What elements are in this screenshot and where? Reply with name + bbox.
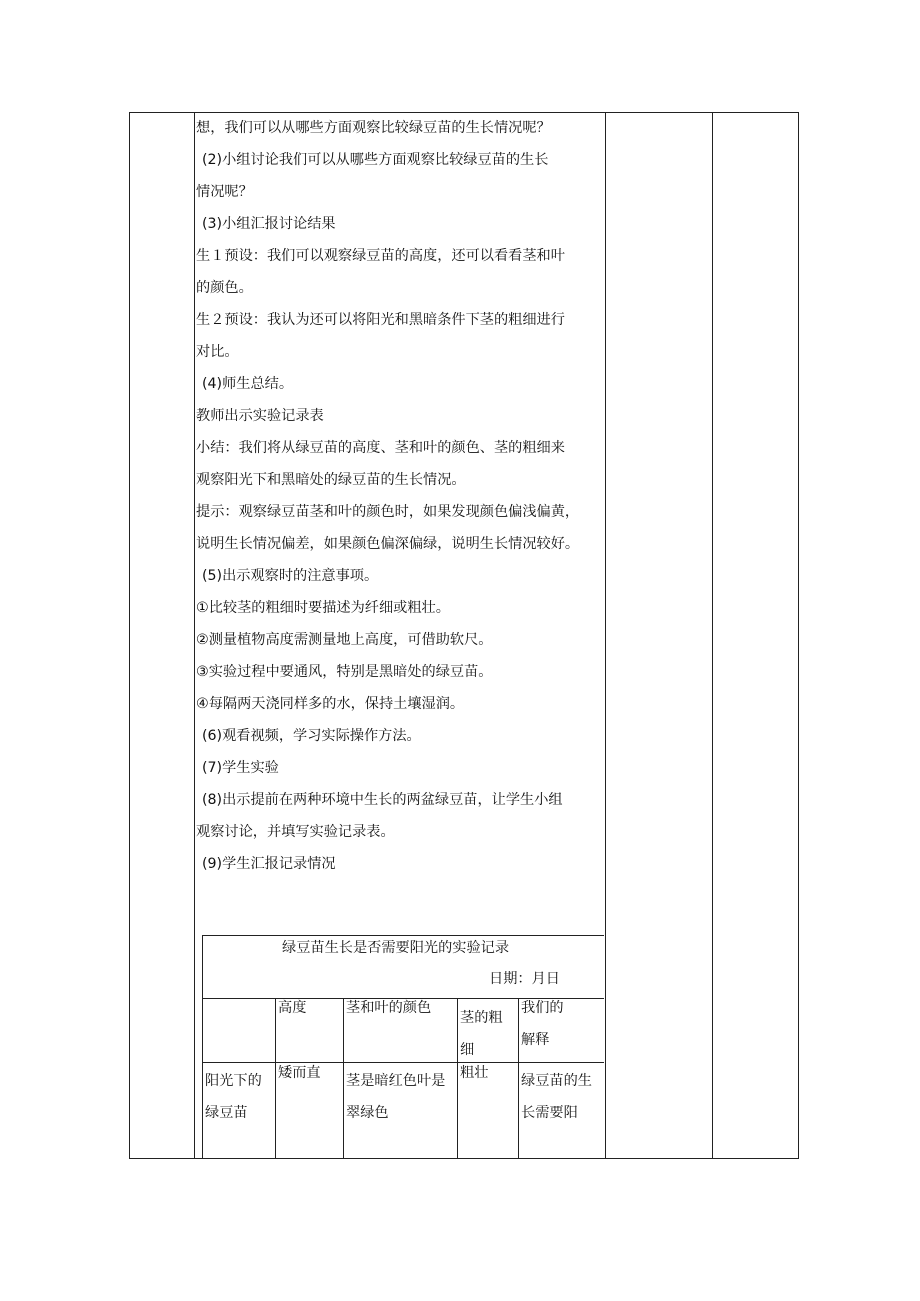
header-explain-line1: 我们的	[521, 1000, 564, 1016]
content-line: 观察阳光下和黑暗处的绿豆苗的生长情况。	[196, 472, 466, 488]
content-line: ③实验过程中要通风，特别是黑暗处的绿豆苗。	[196, 664, 493, 680]
row-color-line2: 翠绿色	[346, 1105, 389, 1121]
header-thickness-line1: 茎的粗	[460, 1010, 503, 1026]
record-table-title: 绿豆苗生长是否需要阳光的实验记录	[282, 940, 510, 956]
header-explain-line2: 解释	[521, 1032, 550, 1048]
content-line: 小结：我们将从绿豆苗的高度、茎和叶的颜色、茎的粗细来	[196, 440, 565, 456]
record-col-2	[343, 998, 344, 1159]
header-color: 茎和叶的颜色	[346, 1000, 432, 1016]
content-line: ①比较茎的粗细时要描述为纤细或粗壮。	[196, 600, 450, 616]
content-line: ②测量植物高度需测量地上高度，可借助软尺。	[196, 632, 493, 648]
row-explain-line2: 长需要阳	[521, 1105, 578, 1121]
content-line: (5)出示观察时的注意事项。	[202, 568, 379, 584]
record-table-left	[202, 935, 203, 1159]
content-line: ④每隔两天浇同样多的水，保持土壤湿润。	[196, 696, 465, 712]
content-line: 说明生长情况偏差，如果颜色偏深偏绿，说明生长情况较好。	[196, 536, 580, 552]
header-height: 高度	[278, 1000, 307, 1016]
content-line: 生２预设：我认为还可以将阳光和黑暗条件下茎的粗细进行	[196, 312, 565, 328]
table-left-border	[129, 112, 130, 1159]
record-col-4	[518, 998, 519, 1159]
content-line: (9)学生汇报记录情况	[202, 856, 336, 872]
content-line: 情况呢？	[196, 184, 253, 200]
content-line: (8)出示提前在两种环境中生长的两盆绿豆苗，让学生小组	[202, 792, 563, 808]
table-right-border	[798, 112, 799, 1159]
content-line: (2)小组讨论我们可以从哪些方面观察比较绿豆苗的生长	[202, 152, 549, 168]
row-label-line2: 绿豆苗	[205, 1105, 248, 1121]
content-line: 提示：观察绿豆苗茎和叶的颜色时，如果发现颜色偏浅偏黄，	[196, 504, 580, 520]
record-table	[202, 935, 604, 1159]
content-line: 的颜色。	[196, 280, 253, 296]
content-line: 想，我们可以从哪些方面观察比较绿豆苗的生长情况呢？	[196, 120, 551, 136]
content-line: (6)观看视频，学习实际操作方法。	[202, 728, 421, 744]
content-line: (4)师生总结。	[202, 376, 294, 392]
row-color-line1: 茎是暗红色叶是	[346, 1073, 446, 1089]
record-col-3	[457, 998, 458, 1159]
content-line: 教师出示实验记录表	[196, 408, 324, 424]
record-table-row-top	[202, 1062, 604, 1063]
header-thickness-line2: 细	[460, 1042, 475, 1058]
column-divider-3	[712, 112, 713, 1159]
lesson-content	[196, 112, 606, 880]
content-line: (7)学生实验	[202, 760, 279, 776]
content-line: 观察讨论，并填写实验记录表。	[196, 824, 395, 840]
content-line: (3)小组汇报讨论结果	[202, 216, 336, 232]
row-thickness: 粗壮	[460, 1065, 489, 1081]
record-table-date: 日期：月日	[489, 971, 560, 987]
content-line: 对比。	[196, 344, 239, 360]
content-line: 生１预设：我们可以观察绿豆苗的高度，还可以看看茎和叶	[196, 248, 565, 264]
row-explain-line1: 绿豆苗的生	[521, 1073, 592, 1089]
row-height: 矮而直	[278, 1065, 321, 1081]
column-divider-1	[194, 112, 195, 1159]
record-col-1	[275, 998, 276, 1159]
row-label-line1: 阳光下的	[205, 1073, 262, 1089]
